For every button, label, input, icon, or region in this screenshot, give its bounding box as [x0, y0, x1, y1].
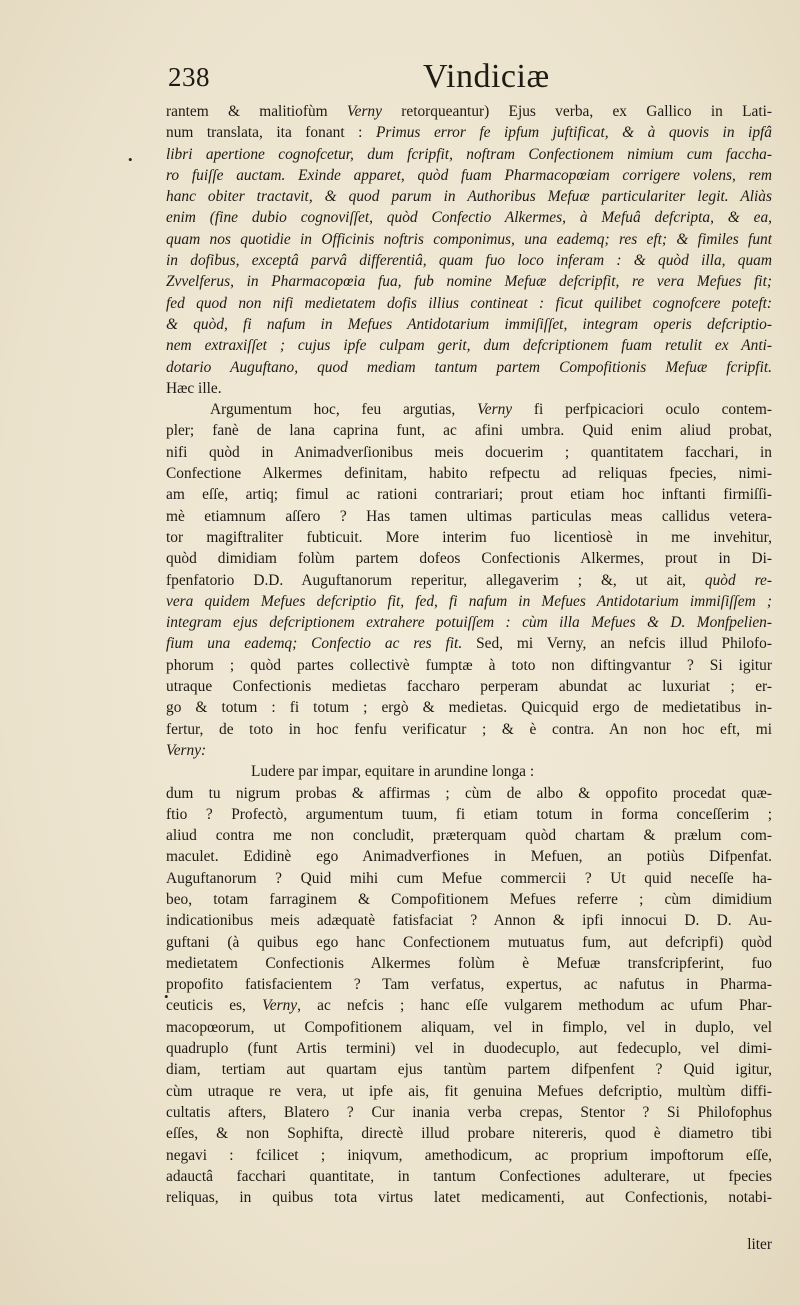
italic-run: integram ejus defcriptionem extrahere potuiſſem : cùm illa Mefues & D. Monfpelien-: [166, 614, 772, 632]
italic-run: fium una eademq; Confectio ac res fit.: [166, 635, 463, 653]
text-line: [166, 953, 772, 974]
italic-run: Zvvelferus, in Pharmacopœia fua, fub nomine Mefuæ defcripfit, re vera Mefues fit;: [166, 273, 772, 291]
text-line: [166, 1059, 772, 1080]
text-line: [166, 1081, 772, 1102]
text-line: [166, 1123, 772, 1144]
text-line: [166, 186, 772, 207]
text-line: [166, 1017, 772, 1038]
text-run: eſſes, & non Sophifta, directè illud probare nitereris, quod è diametro tibi: [166, 1125, 772, 1143]
italic-run: Primus error fe ipfum juftificat, & à quovis in ipfâ: [375, 124, 772, 142]
text-line: [166, 974, 772, 995]
text-run: num translata, ita fonant :: [166, 124, 376, 142]
text-line: [166, 207, 772, 228]
text-line: [166, 250, 772, 271]
page-number: 238: [168, 62, 210, 92]
text-run: ftio ? Profectò, argumentum tuum, fi etiam totum in forma conceſſerim ;: [166, 805, 772, 823]
text-run: fertur, de toto in hoc fenfu verificatur ; & è contra. An non hoc eft, mi: [166, 720, 772, 738]
text-line: [166, 910, 772, 931]
text-line: [166, 825, 772, 846]
text-run: pler; fanè de lana caprina funt, ac afini umbra. Quid enim aliud probat,: [166, 422, 772, 440]
text-line: [166, 591, 772, 612]
text-line: [166, 1102, 772, 1123]
italic-run: ro fuiſſe auctam. Exinde apparet, quòd fuam Pharmacopœiam corrigere volens, rem: [166, 166, 772, 184]
text-line: [166, 633, 772, 654]
text-line: [166, 570, 772, 591]
text-run: maculet. Edidinè ego Animadverfiones in Mefuen, an potiùs Difpenfat.: [166, 848, 772, 866]
text-run: quòd dimidiam folùm partem dofeos Confectionis Alkermes, prout in Di-: [166, 550, 772, 568]
text-line: [166, 740, 772, 761]
italic-run: & quòd, fi nafum in Mefues Antidotarium immiſiſſet, integram operis defcriptio-: [166, 315, 772, 333]
text-run: cultatis afters, Blatero ? Cur inania verba crepas, Stentor ? Si Philofophus: [166, 1103, 772, 1121]
text-line: [166, 463, 772, 484]
text-run: reliquas, in quibus tota virtus latet medicamenti, aut Confectionis, notabi-: [166, 1189, 772, 1207]
text-line: [166, 1145, 772, 1166]
text-run: quadruplo (funt Artis termini) vel in duodecuplo, aut fedecuplo, vel dimi-: [166, 1040, 772, 1058]
text-line: [166, 697, 772, 718]
italic-run: Verny: [346, 103, 382, 120]
text-line: [166, 1187, 772, 1208]
text-line: [166, 165, 772, 186]
text-line: [166, 229, 772, 250]
text-run: tor magiftraliter fubticuit. More interim fuo licentiosè in me invehitur,: [166, 528, 772, 546]
text-line: [166, 357, 772, 378]
text-line: [166, 868, 772, 889]
text-run: rantem & malitiofùm: [166, 103, 347, 120]
text-line: [166, 101, 772, 122]
text-run: negavi : fcilicet ; iniqvum, amethodicum, ac proprium impoftorum eſſe,: [166, 1146, 772, 1164]
text-run: mè etiamnum aſſero ? Has tamen ultimas particulas meas callidus vetera-: [166, 507, 772, 525]
text-line: [166, 783, 772, 804]
text-line: [166, 995, 772, 1016]
text-run: adauctâ facchari quantitate, in tantum Confectiones adulterare, ut fpecies: [166, 1167, 772, 1185]
italic-run: in dofibus, exceptâ parvâ differentiâ, quam fuo loco inferam : & quòd illa, quam: [166, 252, 772, 270]
text-line: [166, 527, 772, 548]
text-run: , ac nefcis ; hanc eſſe vulgarem methodum ac ufum Phar-: [297, 997, 772, 1015]
catchword: liter: [747, 1236, 772, 1253]
text-line: [166, 442, 772, 463]
text-line: [166, 293, 772, 314]
text-run: macopœorum, ut Compofitionem aliquam, vel in fimplo, vel in duplo, vel: [166, 1018, 772, 1036]
text-run: fpenfatorio D.D. Auguftanorum reperitur, allegaverim ; &, ut ait,: [166, 571, 705, 589]
text-run: cùm utraque re vera, ut ipfe ais, fit genuina Mefues defcriptio, multùm diffi-: [166, 1082, 772, 1100]
text-run: Ludere par impar, equitare in arundine longa :: [251, 763, 535, 781]
text-run: go & totum : fi totum ; ergò & medietas. Quicquid ergo de medietatibus in-: [166, 699, 772, 717]
text-run: Sed, mi Verny, an nefcis illud Philofo-: [462, 635, 772, 653]
text-run: dum tu nigrum probas & affirmas ; cùm de albo & oppofito procedat quæ-: [166, 784, 772, 802]
italic-run: nem extraxiſſet ; cujus ipfe culpam gerit, dum defcriptionem fuam retulit ex Anti-: [166, 337, 772, 355]
text-line: [166, 1166, 772, 1187]
text-run: retorqueantur) Ejus verba, ex Gallico in Lati-: [381, 103, 772, 120]
text-line: [166, 889, 772, 910]
italic-run: Verny: [477, 401, 513, 419]
text-line: [166, 612, 772, 633]
running-title: Vindiciæ: [423, 58, 550, 95]
text-run: propofito fatisfacientem ? Tam verfatus, expertus, ac nafutus in Pharma-: [166, 976, 772, 994]
margin-mark: •: [164, 989, 169, 1004]
italic-run: hanc obiter tractavit, & quod parum in Authoribus Mefuæ particulariter legit. Aliàs: [166, 188, 772, 206]
italic-run: fed quod non nifi medietatem dofis illius contineat : ficut quilibet cognofcere poteft:: [166, 294, 772, 312]
text-line: [166, 761, 772, 782]
page-header: [168, 58, 768, 102]
italic-run: libri apertione cognofcetur, dum fcripfit, noftram Confectionem nimium cum faccha-: [166, 145, 772, 163]
text-run: guftani (à quibus ego hanc Confectionem mutuatus fum, aut defcripfi) quòd: [166, 933, 772, 951]
text-run: Auguftanorum ? Quid mihi cum Mefue commercii ? Ut quid neceſſe ha-: [166, 869, 772, 887]
text-line: [166, 932, 772, 953]
text-line: [166, 484, 772, 505]
text-line: [166, 655, 772, 676]
text-line: [166, 335, 772, 356]
text-run: Argumentum hoc, feu argutias,: [210, 401, 478, 419]
text-run: phorum ; quòd partes collectivè fumptæ à toto non diftingvantur ? Si igitur: [166, 656, 772, 674]
text-run: fi perfpicaciori oculo contem-: [512, 401, 772, 419]
text-line: [166, 420, 772, 441]
text-line: [166, 676, 772, 697]
text-line: [166, 804, 772, 825]
text-line: [166, 506, 772, 527]
text-run: utraque Confectionis medietas faccharo perperam abundat ac luxuriat ; er-: [166, 678, 772, 696]
text-line: [166, 314, 772, 335]
text-run: aliud contra me non concludit, præterquam quòd chartam & prælum com-: [166, 827, 772, 845]
italic-run: quam nos quotidie in Officinis noftris componimus, una eademq; res eft; & fimiles funt: [166, 230, 772, 248]
margin-mark: •: [128, 152, 133, 167]
text-line: [166, 548, 772, 569]
italic-run: enim (fine dubio cognoviſſet, quòd Confectio Alkermes, à Mefuâ defcripta, & ea,: [166, 209, 772, 227]
text-run: medietatem Confectionis Alkermes folùm è Mefuæ transfcripferint, fuo: [166, 954, 772, 972]
text-run: indicationibus meis adæquatè fatisfaciat ? Annon & ipfi innocui D. D. Au-: [166, 912, 772, 930]
italic-run: quòd re-: [704, 571, 772, 589]
text-line: [166, 144, 772, 165]
text-run: Confectione Alkermes definitam, habito refpectu ad reliquas fpecies, nimi-: [166, 465, 772, 483]
text-run: am eſſe, artiq; fimul ac rationi contrariari; prout etiam hoc inftanti firmiſſi-: [166, 486, 772, 504]
text-line: [166, 1038, 772, 1059]
text-run: ceuticis es,: [166, 997, 263, 1015]
italic-run: dotario Auguftano, quod mediam tantum partem Compofitionis Mefuæ fcripfit.: [166, 358, 772, 376]
text-run: nifi quòd in Animadverſionibus meis docuerim ; quantitatem facchari, in: [166, 443, 772, 461]
text-run: diam, tertiam aut quartam ejus tantùm partem difpenfent ? Quid igitur,: [166, 1061, 772, 1079]
body-text: [166, 101, 772, 1208]
text-line: [166, 719, 772, 740]
italic-run: Verny:: [166, 741, 207, 759]
text-run: beo, totam farraginem & Compofitionem Mefues referre ; cùm dimidium: [166, 890, 772, 908]
text-line: [166, 271, 772, 292]
text-run: Hæc ille.: [166, 379, 222, 397]
text-line: [166, 846, 772, 867]
text-line: [166, 122, 772, 143]
text-line: [166, 378, 772, 399]
text-line: [166, 399, 772, 420]
italic-run: vera quidem Mefues defcriptio fit, fed, fi nafum in Mefues Antidotarium immiſiſſem ;: [166, 592, 772, 610]
italic-run: Verny: [262, 997, 298, 1015]
